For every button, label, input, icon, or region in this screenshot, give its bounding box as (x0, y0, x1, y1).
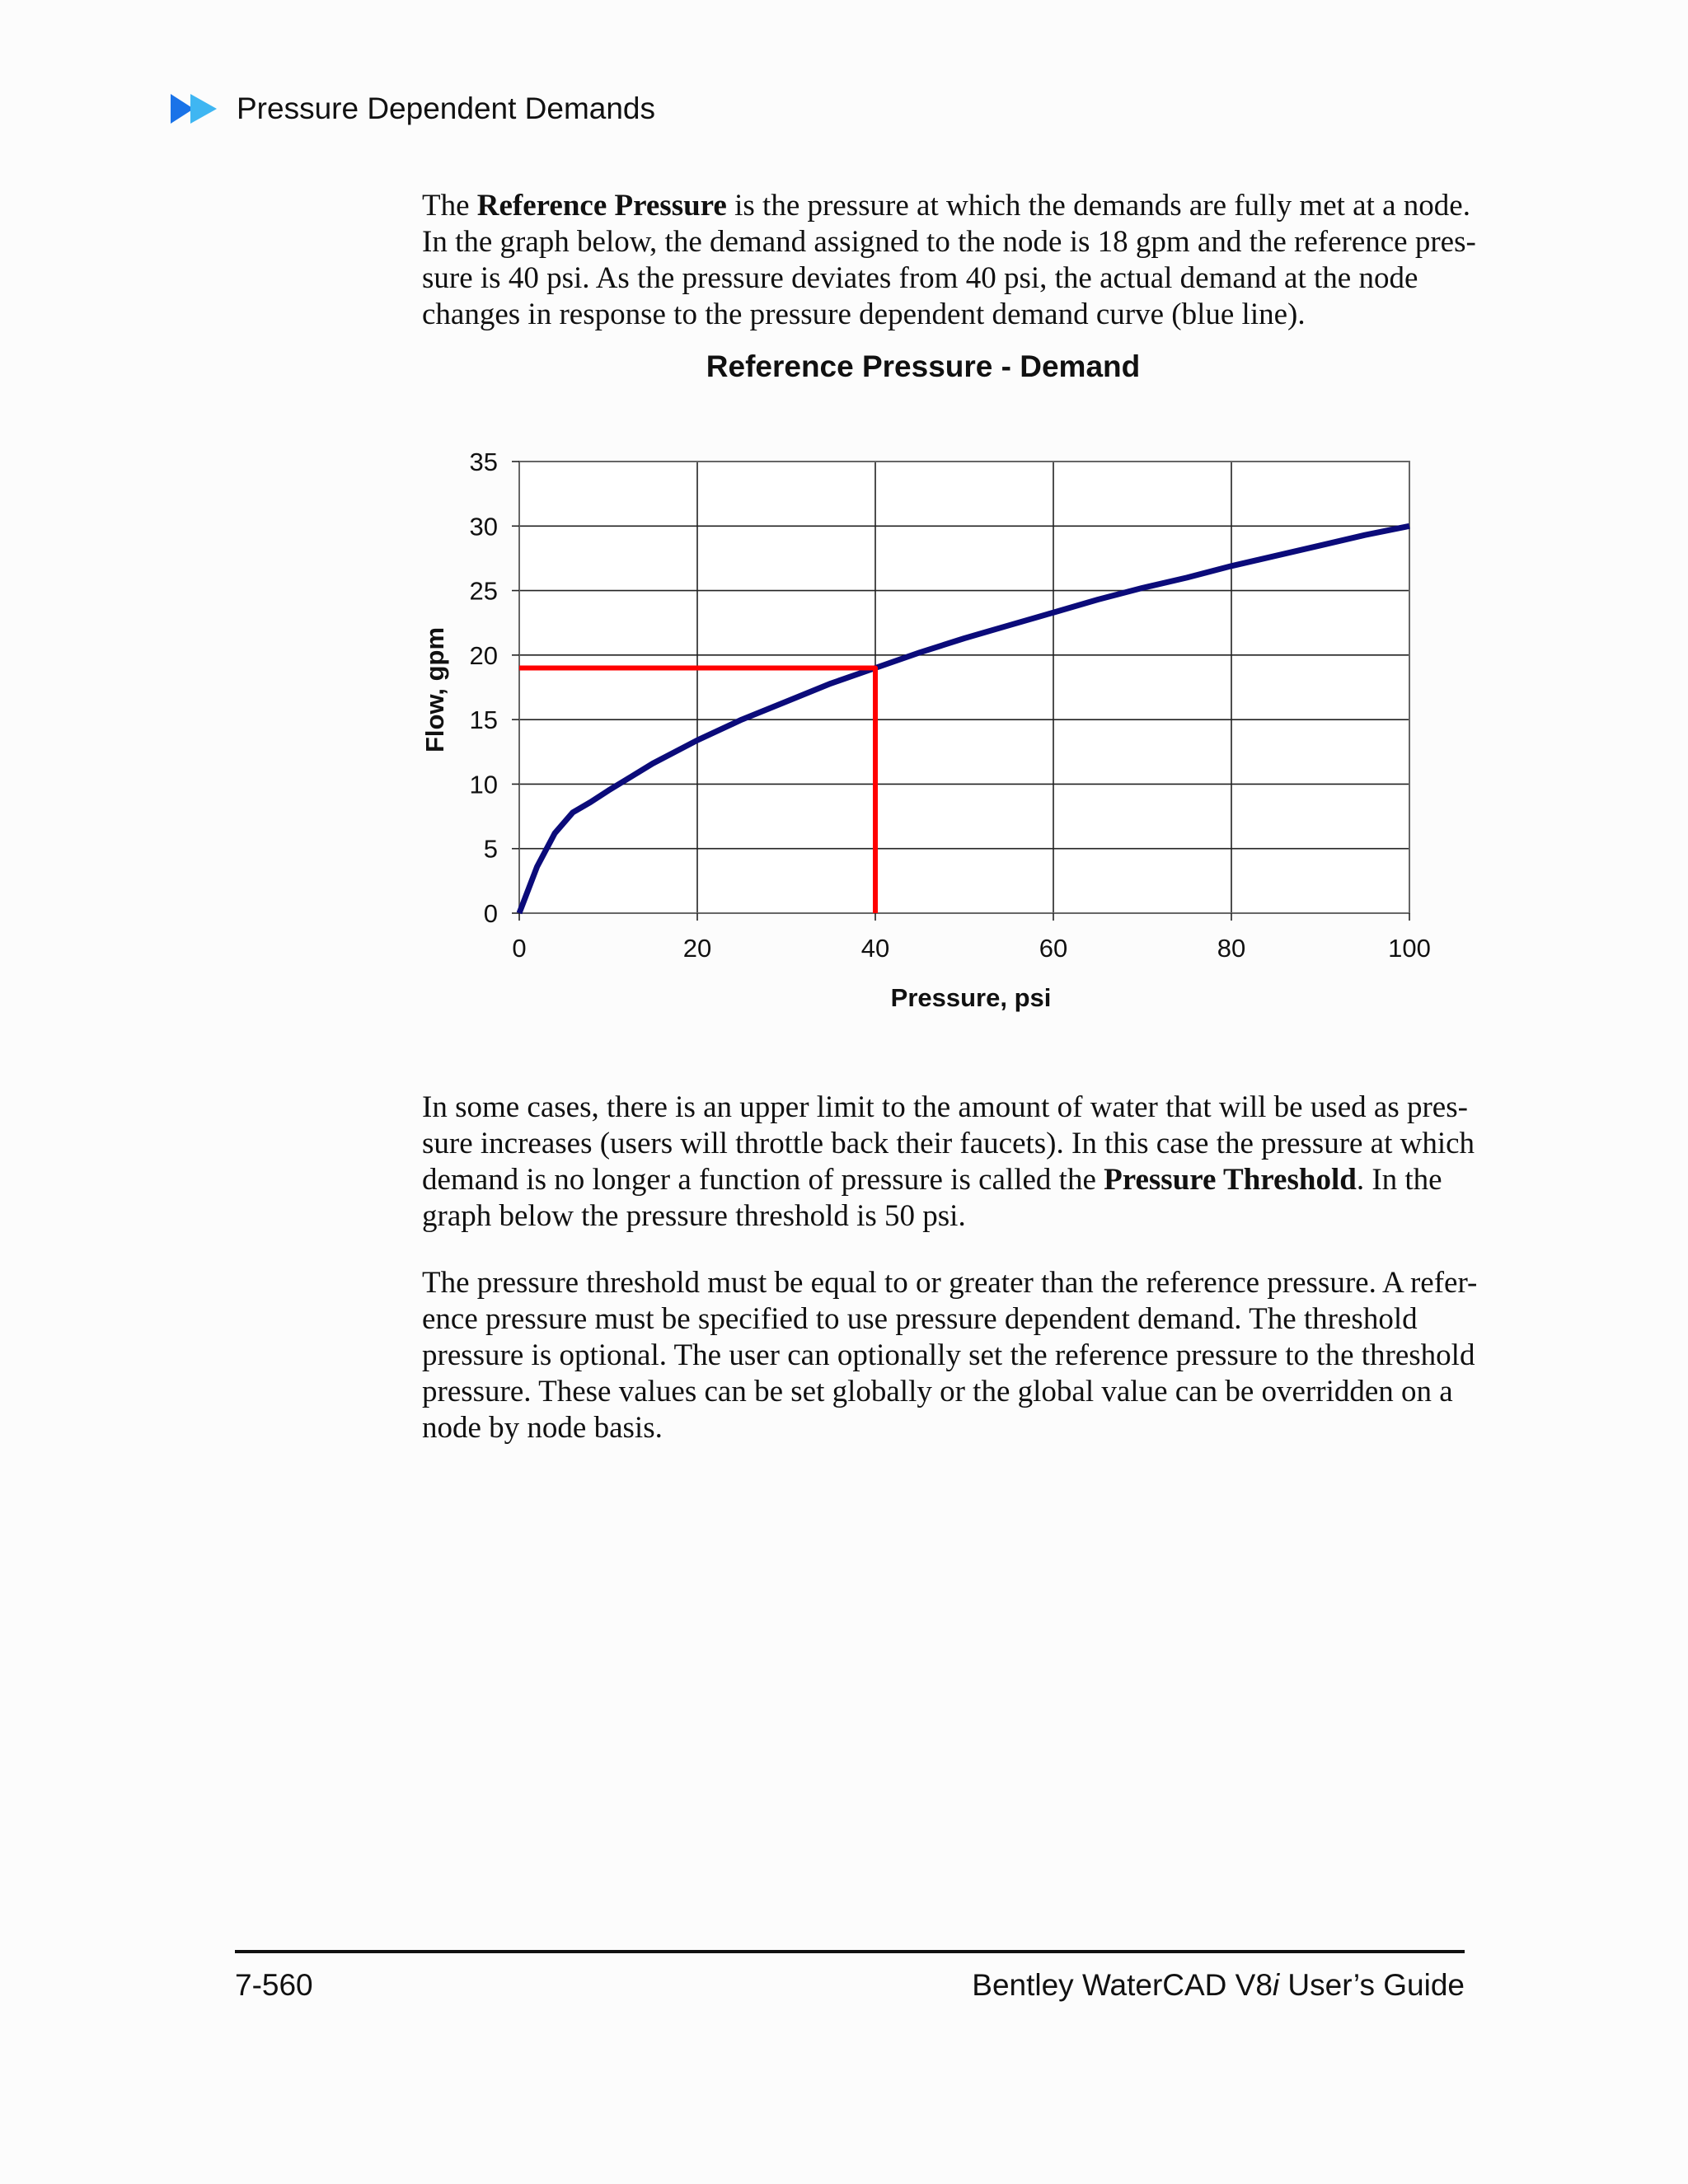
y-axis-label: Flow, gpm (420, 626, 449, 753)
x-tick-label: 40 (860, 934, 890, 963)
y-tick-label: 30 (469, 512, 498, 541)
y-tick-label: 0 (483, 899, 498, 928)
chart-grid (519, 462, 1409, 913)
y-tick-label: 15 (469, 705, 498, 735)
paragraph-reference-pressure (422, 188, 1476, 333)
text-line: changes in response to the pressure dependent demand curve (blue line). (422, 298, 1306, 331)
text-line: The pressure threshold must be equal to or greater than the reference pressure. A refer- (422, 1266, 1478, 1300)
page-number: 7-560 (235, 1968, 313, 2002)
y-tick-label: 20 (469, 640, 498, 670)
book-title: Bentley WaterCAD V8i User’s Guide (972, 1968, 1465, 2002)
chart-title: Reference Pressure - Demand (706, 349, 1141, 383)
text-line: ence pressure must be specified to use pressure dependent demand. The threshold (422, 1302, 1418, 1336)
text-line: node by node basis. (422, 1411, 663, 1445)
y-tick-label: 25 (469, 576, 498, 606)
x-tick-label: 20 (682, 934, 712, 963)
plot-area (519, 462, 1409, 913)
page-header-title: Pressure Dependent Demands (237, 91, 656, 125)
text-line: sure is 40 psi. As the pressure deviates from 40 psi, the actual demand at the node (422, 261, 1418, 295)
text-line: graph below the pressure threshold is 50 psi. (422, 1199, 966, 1233)
text-line: pressure. These values can be set globally or the global value can be overridden on a (422, 1375, 1453, 1408)
page-header (169, 89, 655, 129)
x-tick-label: 60 (1039, 934, 1068, 963)
term-pressure-threshold: Pressure Threshold (1104, 1163, 1357, 1197)
term-reference-pressure: Reference Pressure (476, 189, 727, 223)
pressure-demand-chart (416, 342, 1463, 1026)
paragraph-threshold-rules (422, 1265, 1478, 1446)
y-tick-label: 10 (469, 770, 498, 799)
paragraph-pressure-threshold (422, 1090, 1475, 1235)
text-line: The Reference Pressure is the pressure at which the demands are fully met at a node. (422, 189, 1470, 223)
y-tick-label: 5 (483, 834, 498, 864)
y-tick-label: 35 (469, 448, 498, 476)
chart-svg (416, 342, 1463, 1026)
text-line: sure increases (users will throttle back their faucets). In this case the pressure at which (422, 1127, 1475, 1160)
text-line: In some cases, there is an upper limit to the amount of water that will be used as pres- (422, 1090, 1468, 1124)
x-tick-label: 80 (1217, 934, 1246, 963)
text-line: In the graph below, the demand assigned to the node is 18 gpm and the reference pres- (422, 225, 1476, 259)
double-arrow-icon (169, 91, 222, 127)
footer-divider (235, 1950, 1465, 1953)
x-axis-label: Pressure, psi (890, 983, 1052, 1012)
text-line: pressure is optional. The user can optionally set the reference pressure to the threshold (422, 1338, 1475, 1372)
x-tick-label: 100 (1388, 934, 1431, 963)
x-tick-label: 0 (512, 934, 527, 963)
text-line: demand is no longer a function of pressure is called the Pressure Threshold. In the (422, 1163, 1442, 1197)
